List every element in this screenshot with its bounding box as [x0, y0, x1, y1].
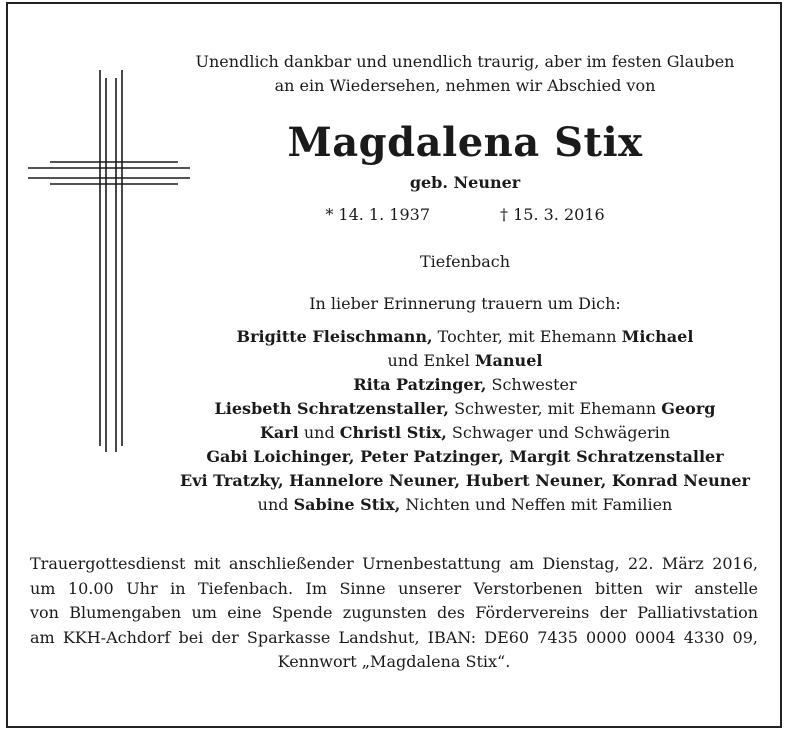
mourner-relation: Nichten und Neffen mit Familien: [400, 495, 673, 514]
mourner-relation: Schwester: [486, 375, 577, 394]
mourner-line: [160, 373, 770, 397]
mourner-name: Christl Stix,: [339, 423, 447, 442]
mourner-name: Manuel: [474, 351, 543, 370]
intro-line: an ein Wiedersehen, nehmen wir Abschied von: [274, 76, 656, 95]
life-dates: [160, 204, 770, 226]
service-line: um 10.00 Uhr in Tiefenbach. Im Sinne unserer Verstorbenen bitten wir anstelle: [30, 578, 758, 598]
mourner-name: Michael: [621, 327, 694, 346]
mourner-relation: und Enkel: [387, 351, 475, 370]
service-line: Trauergottesdienst mit anschließender Urnenbestattung am Dienstag, 22. März 2016,: [30, 554, 758, 573]
mourner-relation: und: [257, 495, 294, 514]
service-line: am KKH-Achdorf bei der Sparkasse Landshut, IBAN: DE60 7435 0000 0004 4330 09,: [30, 627, 758, 647]
mourner-name: Georg: [661, 399, 716, 418]
birth-date: * 14. 1. 1937: [325, 205, 430, 224]
mourner-name: Gabi Loichinger, Peter Patzinger, Margit Schratzenstaller: [206, 447, 724, 466]
service-info: [30, 552, 758, 675]
mourner-relation: Tochter, mit Ehemann: [432, 327, 622, 346]
mourner-line: [160, 349, 770, 373]
mourner-name: Liesbeth Schratzenstaller,: [214, 399, 449, 418]
mourner-name: Karl: [259, 423, 299, 442]
mourners-list: [160, 325, 770, 517]
service-line: Kennwort „Magdalena Stix“.: [277, 652, 511, 671]
mourner-line: [160, 397, 770, 421]
mourner-line: [160, 421, 770, 445]
mourner-line: [160, 493, 770, 517]
intro-line: Unendlich dankbar und unendlich traurig, aber im festen Glauben: [195, 52, 735, 71]
mourner-name: Evi Tratzky, Hannelore Neuner, Hubert Neuner, Konrad Neuner: [180, 471, 750, 490]
intro-text: [160, 50, 770, 98]
mourner-name: Brigitte Fleischmann,: [236, 327, 433, 346]
mourner-name: Rita Patzinger,: [353, 375, 487, 394]
place: Tiefenbach: [420, 252, 510, 271]
mourner-line: [160, 469, 770, 493]
deceased-name: Magdalena Stix: [287, 119, 643, 166]
mourner-line: [160, 445, 770, 469]
mourner-name: Sabine Stix,: [293, 495, 401, 514]
mourner-relation: und: [298, 423, 340, 442]
mourner-line: [160, 325, 770, 349]
mourner-relation: Schwester, mit Ehemann: [448, 399, 662, 418]
death-date: † 15. 3. 2016: [500, 205, 605, 224]
memory-line: In lieber Erinnerung trauern um Dich:: [309, 294, 621, 313]
mourner-relation: Schwager und Schwägerin: [446, 423, 671, 442]
service-line: von Blumengaben um eine Spende zugunsten des Fördervereins der Palliativstation: [30, 603, 758, 622]
birth-name: geb. Neuner: [409, 173, 521, 192]
